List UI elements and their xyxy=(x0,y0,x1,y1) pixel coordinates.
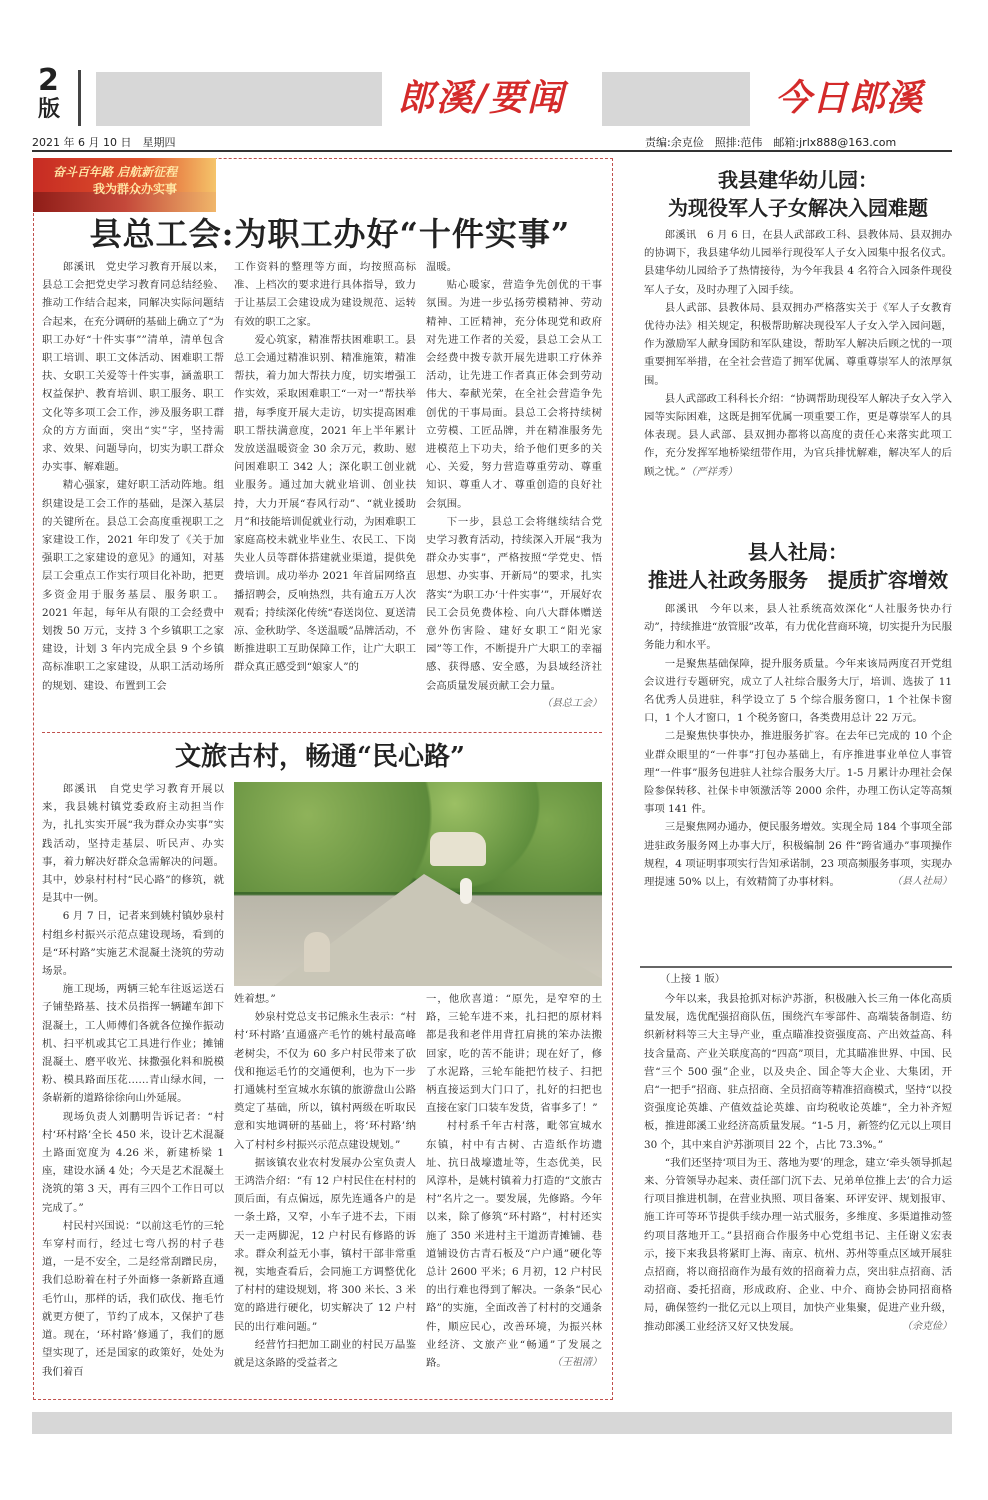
page-number: 2 xyxy=(38,63,59,98)
photo-mixer-truck xyxy=(430,832,486,866)
article1-para: 精心强家，建好职工活动阵地。组织建设是工会工作的基础，是深入基层的关键所在。县总工会高度重视职工之家建设工作，2021 年印发了《关于加强职工之家建设的意见》的通知，对基层工会重点工作实行项目化补助，把更多资金用于服务基层、服务职工。2021 年起，每年从有限的工会经费中划拨 50 万元，支持 3 个乡镇职工之家建设，计划 3 年内完成全县 9 个乡镇高标准职工之家建设，从职工活动场所的规划、建设、布置到工会 xyxy=(42,479,224,692)
article4-para xyxy=(644,818,952,891)
article2-para: 施工现场，两辆三轮车往返运送石子铺垫路基、技术员指挥一辆罐车卸下混凝土，工人师傅们各就各位操作振动机、扫平机或其它工具进行作业；摊铺混凝土、磨平收光、抹撒强化料和脱模粉、模具路面压花……青山绿水间，一条崭新的道路徐徐向山外延展。 xyxy=(42,983,224,1105)
banner-line1: 奋斗百年路 启航新征程 xyxy=(53,165,178,179)
article2-para: 现场负责人刘鹏明告诉记者：“村村‘环村路’全长 450 米，设计艺术混凝土路面宽度为 4.26 米，新建桥梁 1 座，建设水涵 4 处；今天是艺术混凝土浇筑的第 3 天，再有三四个工作日可以完成了。” xyxy=(42,1110,224,1214)
article4-para: 一是聚焦基础保障，提升服务质量。今年来该局两度召开党组会议进行专题研究，成立了人社综合服务大厅，培训、选拔了 11 名优秀人员进驻，科学设立了 5 个综合服务窗口，1 个社保卡窗口，1 个人才窗口，1 个税务窗口，各类费用总计 22 万元。 xyxy=(644,657,952,725)
article2-para-text: 村村系千年古村落，毗邻宣城水东镇，村中有古树、古造纸作坊遗址、抗日战壕遗址等，生态优美，民风淳朴，是姚村镇着力打造的“文旅古村”名片之一。要发展，先修路。今年以来，除了修筑“环村路”，村村还实施了 350 米进村主干道沥青摊铺、巷道铺设仿古青石板及“户户通”硬化等总计 2600 平米；6 月初，12 户村民的出行难也得到了解决。一条条“民心路”的实施，全面改善了村村的交通条件，顺应民心，改善环境，为振兴林业经济、文旅产业“畅通”了发展之路。 xyxy=(426,1120,602,1370)
article2-para: 郎溪讯 自党史学习教育开展以来，我县姚村镇党委政府主动担当作为，扎扎实实开展“我为群众办实事”实践活动，坚持走基层、听民声、办实事，着力解决好群众急需解决的问题。其中，妙泉村村村“民心路”的修筑，就是其中一例。 xyxy=(42,783,224,905)
article2-para: 经营竹扫把加工副业的村民万晶鉴就是这条路的受益者之 xyxy=(234,1338,416,1370)
article5-para-text: “我们还坚持‘项目为王、落地为要’的理念，建立‘牵头领导抓起来、分管领导办起来、责任部门沉下去、兄弟单位推上去’的合力运行项目推进机制，在营业执照、项目备案、环评安评、规划报审、施工许可等环节提供手续办理一站式服务，多维度、多渠道推动签约项目落地开工。”县招商合作服务中心党组书记、主任谢义宏表示，接下来我县将紧盯上海、南京、杭州、苏州等重点区域开展驻点招商，将以商招商作为最有效的招商着力点，突出驻点招商、活动招商、委托招商，形成政府、企业、中介、商协会协同招商格局，确保签约一批亿元以上项目，加快产业集聚，促进产业升级，推动郎溪工业经济又好又快发展。 xyxy=(644,1156,952,1333)
article3-title-line2: 为现役军人子女解决入园难题 xyxy=(668,196,928,220)
article1-para: 郎溪讯 党史学习教育开展以来，县总工会把党史学习教育同总结经验、推动工作结合起来，同解决实际问题结合起来，在充分调研的基础上确立了“为职工办好“十件实事””清单，清单包含职工培训、职工文体活动、困难职工帮扶、女职工关爱等十件实事，涵盖职工权益保护、教育培训、职工服务、职工文化等多项工会工作，涉及服务职工群众的方方面面，突出“实”字，坚持需求、效果、问题导向，切实为职工群众办实事、解难题。 xyxy=(42,261,224,474)
article5-body xyxy=(644,990,952,1390)
theme-banner xyxy=(33,158,216,212)
article4-para: 郎溪讯 今年以来，县人社系统高效深化“人社服务快办行动”，持续推进“放管服”改革，有力优化营商环境，切实提升为民服务能力和水平。 xyxy=(644,603,952,652)
banner-line2: 我为群众办实事 xyxy=(93,182,178,196)
article1-column-3 xyxy=(426,258,602,728)
masthead-grey-bar-left xyxy=(96,72,382,126)
article2-para: 6 月 7 日，记者来到姚村镇妙泉村村组乡村振兴示范点建设现场，看到的是“环村路”实施艺术混凝土浇筑的劳动场景。 xyxy=(42,910,224,978)
article3-para: 郎溪讯 6 月 6 日，在县人武部政工科、县教体局、县双拥办的协调下，我县建华幼儿园举行现役军人子女入园集中报名仪式。县建华幼儿园给予了热情接待，为今年我县 4 名符合入园条件现役军人子女，及时办理了入园手续。 xyxy=(644,229,952,296)
article1-para: 工作资料的整理等方面，均按照高标准、上档次的要求进行具体指导，致力于让基层工会建设成为建设规范、运转有效的职工之家。 xyxy=(234,261,416,328)
masthead xyxy=(0,0,988,150)
article2-para: 姓着想。” xyxy=(234,993,276,1005)
article-divider xyxy=(42,732,602,733)
article3-para: 县人武部、县教体局、县双拥办严格落实关于《军人子女教育优待办法》相关规定，积极帮助解决现役军人子女入学入园问题，作为激励军人献身国防和军队建设，帮助军人解决后顾之忧的一项重要拥军举措，在全社会营造了拥军优属、尊重尊崇军人的浓厚氛围。 xyxy=(644,301,952,387)
article2-column-2 xyxy=(234,990,416,1394)
masthead-bottom-rule xyxy=(32,150,952,152)
masthead-grey-bar-mid xyxy=(602,72,750,126)
article5-para: 今年以来，我县抢抓对标沪苏浙，积极融入长三角一体化高质量发展，选优配强招商队伍，围绕汽车零部件、高端装备制造、纺织新材料等三大主导产业，重点瞄准投资强度高、产出效益高、科技含量高、产业关联度高的“四高”项目，尤其瞄准世界、中国、民营“三个 500 强”企业，以及央企、国企等大企业、大集团，开启“一把手”招商、驻点招商、全员招商等精准招商模式，坚持“以投资强度论英雄、产值效益论英雄、亩均税收论英雄”，全力补齐短板，推进郎溪工业经济高质量发展。“1-5 月，新签约亿元以上项目 30 个，其中来自沪苏浙项目 22 个，占比 73.3%。” xyxy=(644,993,952,1151)
article4-title-line1: 县人社局： xyxy=(748,540,848,564)
article2-para: 一，他欣喜道：“原先，是窄窄的土路，三轮车进不来，扎扫把的原材料都是我和老伴用背扛肩挑的笨办法搬回家，吃的苦不能讲；现在好了，修了水泥路，三轮车能把竹枝子、扫把柄直接运到大门口了，扎好的扫把也直接在家门口装车发货，省事多了！” xyxy=(426,993,602,1115)
article3-title-line1: 我县建华幼儿园： xyxy=(718,168,878,192)
article2-para: 村民村兴国说：“以前这毛竹的三轮车穿村而行，经过七弯八拐的村子巷道，一是不安全，二是经常刮蹭民房，我们总盼着在村子外面修一条新路直通毛竹山，那样的话，我们砍伐、拖毛竹就更方便了，节约了成本，又保护了巷道。现在，‘环村路’修通了，我们的愿望实现了，还是国家的政策好，处处为我们着百 xyxy=(42,1219,224,1378)
article4-para: 二是聚焦快事快办，推进服务扩容。在去年已完成的 10 个企业群众眼里的“一件事”打包办基础上，有序推进事业单位人事管理“一件事”服务包进驻人社综合服务大厅。1-5 月累计办理社会保险参保转移、社保卡申领激活等 2000 余件，办理工伤认定等高频事项 141 件。 xyxy=(644,730,952,816)
article2-para: 妙泉村党总支书记熊永生表示：“村村‘环村路’直通盛产毛竹的姚村最高峰老树尖，不仅为 60 多户村民带来了砍伐和拖运毛竹的交通便利，也为下一步打通姚村至宣城水东镇的旅游盘山公路奠定了基础，所以，镇村两级在听取民意和实地调研的基础上，将‘环村路’纳入了村村乡村振兴示范点建设规划。” xyxy=(234,1011,416,1151)
article2-para: 据该镇农业农村发展办公室负责人王鸿浩介绍：“有 12 户村民住在村村的顶后面，有点偏远，原先连通各户的是一条土路，又窄，小车子进不去，下雨天一走两脚泥，12 户村民有修路的诉求。群众利益无小事，镇村干部非常重视，实地查看后，会同施工方调整优化了村村的建设规划，将 300 米长、3 米宽的路进行硬化，切实解决了 12 户村民的出行难问题。” xyxy=(234,1156,416,1333)
article5-credit: （余克俭） xyxy=(902,1320,952,1332)
article4-credit: （县人社局） xyxy=(892,876,952,888)
article1-column-2 xyxy=(234,258,416,728)
article4-title-line2: 推进人社政务服务 提质扩容增效 xyxy=(648,568,948,592)
article2-credit: （王祖清） xyxy=(552,1357,602,1369)
article2-para xyxy=(426,1117,602,1372)
article1-para-text: 下一步，县总工会将继续结合党史学习教育活动，持续深入开展“我为群众办实事”，严格按照“学党史、悟思想、办实事、开新局”的要求，扎实落实“为职工办‘十件实事’”，开展好农民工会员免费体检、向八大群体赠送意外伤害险、建好女职工“阳光家园”等工作，不断提升广大职工的幸福感、获得感、安全感，为县域经济社会高质量发展贡献工会力量。 xyxy=(426,515,602,692)
right-divider xyxy=(640,966,952,968)
article1-para: 温暖。 xyxy=(426,261,458,273)
article3-body xyxy=(644,226,952,516)
article4-para-text: 三是聚焦网办通办，便民服务增效。实现全局 184 个事项全部进驻政务服务网上办事大厅，积极编制 26 件“跨省通办”事项操作规程，4 项证明事项实行告知承诺制，23 项高频服务事项，实现办理提速 50% 以上，有效精简了办事材料。 xyxy=(644,821,952,889)
masthead-rule-left xyxy=(78,70,81,126)
article1-title: 县总工会:为职工办好“十件实事” xyxy=(89,215,571,253)
editors-line: 责编:余克俭 照排:范伟 邮箱:jrlx888@163.com xyxy=(645,136,897,149)
article5-continue-tag: （上接 1 版） xyxy=(660,973,726,985)
article1-para xyxy=(426,513,602,709)
paper-name: 今日郎溪 xyxy=(775,77,924,119)
article1-column-1 xyxy=(42,258,224,728)
article3-para-text: 县人武部政工科科长介绍：“协调帮助现役军人解决子女入学入园等实际困难，这既是拥军优属一项重要工作，更是尊崇军人的具体表现。县人武部、县双拥办都将以高度的责任心来落实此项工作，充分发挥军地桥梁纽带作用，为官兵排忧解难，解决军人的后顾之忧。” xyxy=(644,392,952,478)
article1-para: 爱心筑家，精准帮扶困难职工。县总工会通过精准识别、精准施策，精准帮扶，着力加大帮扶力度，切实增强工作实效，采取困难职工“一对一”帮扶举措，每季度开展大走访，切实提高困难职工帮扶满意度，2021 年上半年累计发放送温暖资金 30 余万元，救助、慰问困难职工 342 人；深化职工创业就业服务。通过加大就业培训、创业扶持，大力开展“春风行动”、“就业援助月”和技能培训促就业行动，为困难职工家庭高校未就业毕业生、农民工、下岗失业人员等群体搭建就业渠道，提供免费培训。成功举办 2021 年首届网络直播招聘会，反响热烈，共有逾五万人次观看；持续深化传统“春送岗位、夏送清凉、金秋助学、冬送温暖”品牌活动，不断推进职工互助保障工作，让广大职工群众真正感受到“娘家人”的 xyxy=(234,333,416,674)
construction-photo xyxy=(234,782,602,986)
photo-worker xyxy=(304,932,330,972)
article1-para: 贴心暖家，营造争先创优的干事氛围。为进一步弘扬劳模精神、劳动精神、工匠精神，充分体现党和政府对先进工作者的关爱，县总工会从工会经费中拨专款开展先进职工疗休养活动，让先进工作者真正体会到劳动伟大、奉献光荣，在全社会营造争先创优的干事局面。县总工会将持续树立劳模、工匠品牌，并在精准服务先进模范上下功夫，给予他们更多的关心、关爱，努力营造尊重劳动、尊重知识、尊重人才、尊重创造的良好社会氛围。 xyxy=(426,279,602,510)
section-title: 郎溪/要闻 xyxy=(398,77,566,119)
article2-title: 文旅古村，畅通“民心路” xyxy=(175,742,465,772)
article5-para xyxy=(644,1154,952,1336)
article2-column-3 xyxy=(426,990,602,1394)
footer-grey-bar xyxy=(32,1412,952,1434)
article4-body xyxy=(644,600,952,942)
date-line: 2021 年 6 月 10 日 星期四 xyxy=(32,136,176,149)
article2-column-1 xyxy=(42,780,224,1394)
page-number-suffix: 版 xyxy=(38,97,61,122)
article3-credit: （严祥秀） xyxy=(685,465,738,478)
article1-credit: （县总工会） xyxy=(542,697,602,709)
article3-para xyxy=(644,390,952,481)
photo-worker xyxy=(460,878,472,904)
